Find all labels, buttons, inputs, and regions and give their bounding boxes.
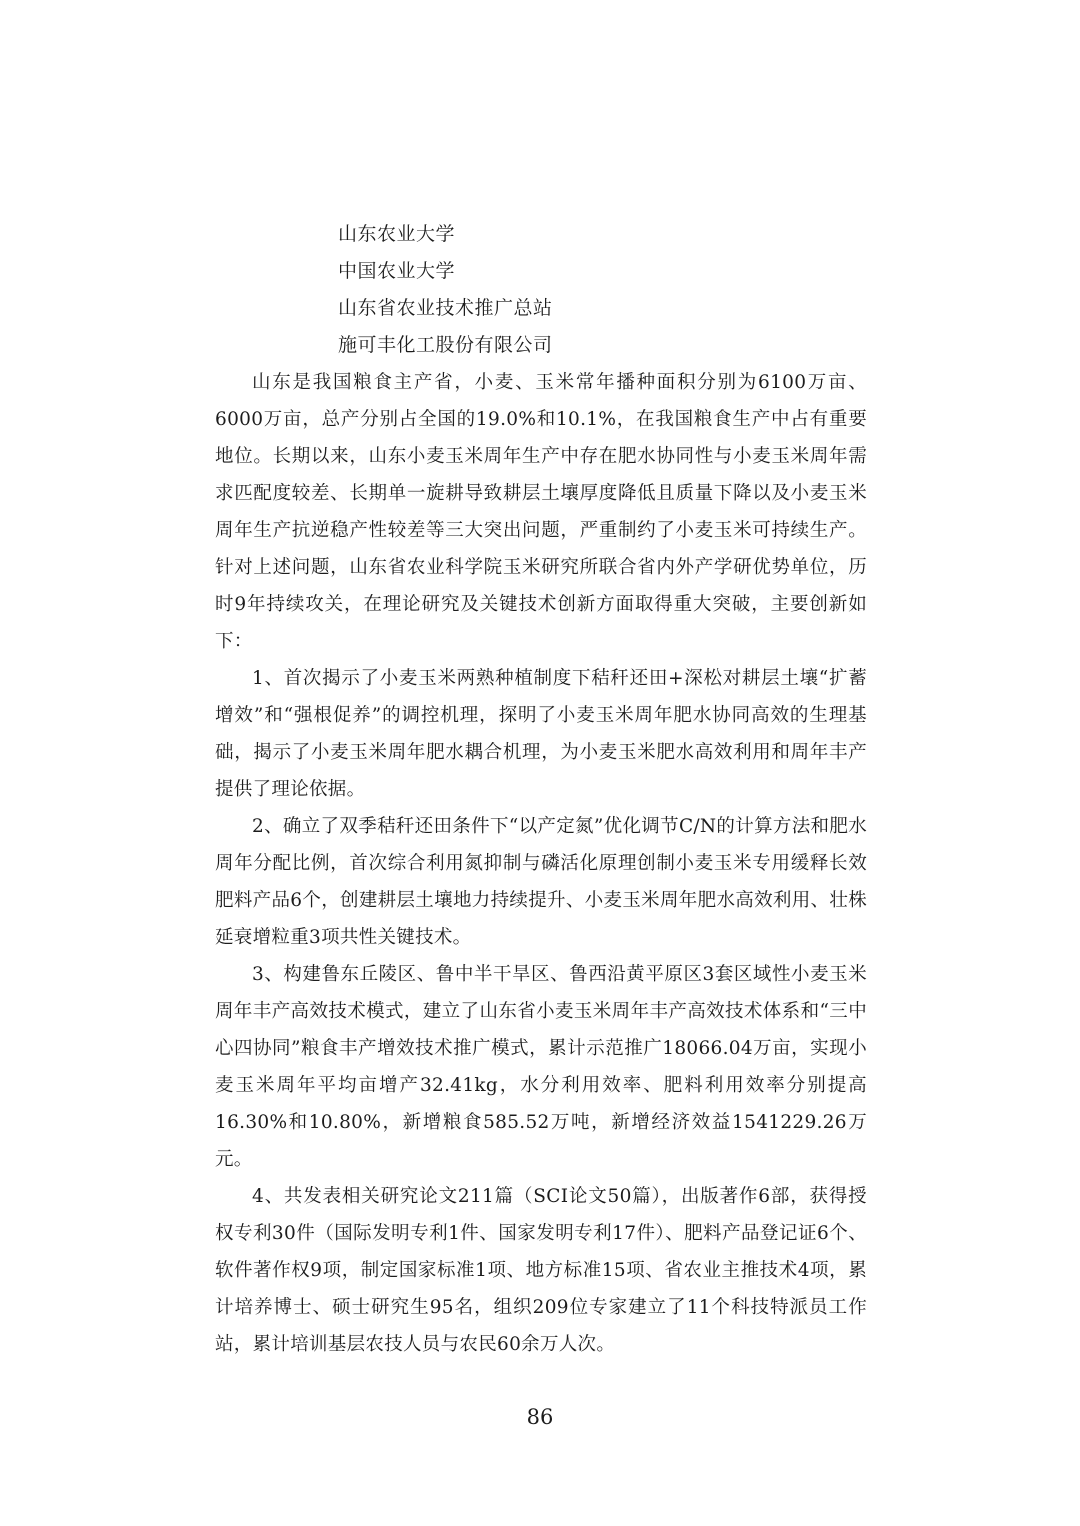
page-number: 86 — [526, 1405, 554, 1429]
institution-item: 山东农业大学 — [338, 223, 456, 245]
innovation-paragraph-2: 2、确立了双季秸秆还田条件下“以产定氮”优化调节C/N的计算方法和肥水周年分配比例，首次综合利用氮抑制与磷活化原理创制小麦玉米专用缓释长效肥料产品6个，创建耕层土壤地力持续提升、小麦玉米周年肥水高效利用、壮株延衰增粒重3项共性关键技术。 — [215, 816, 867, 948]
innovation-paragraph-3: 3、构建鲁东丘陵区、鲁中半干旱区、鲁西沿黄平原区3套区域性小麦玉米周年丰产高效技术模式，建立了山东省小麦玉米周年丰产高效技术体系和“三中心四协同”粮食丰产增效技术推广模式，累计示范推广18066.04万亩，实现小麦玉米周年平均亩增产32.41kg，水分利用效率、肥料利用效率分别提高16.30%和10.80%，新增粮食585.52万吨，新增经济效益1541229.26万元。 — [215, 964, 867, 1170]
institution-list — [338, 216, 898, 364]
innovation-paragraph-1: 1、首次揭示了小麦玉米两熟种植制度下秸秆还田+深松对耕层土壤“扩蓄增效”和“强根促养”的调控机理，探明了小麦玉米周年肥水协同高效的生理基础，揭示了小麦玉米周年肥水耦合机理，为小麦玉米肥水高效利用和周年丰产提供了理论依据。 — [215, 668, 867, 800]
innovation-paragraph-4: 4、共发表相关研究论文211篇（SCI论文50篇），出版著作6部，获得授权专利30件（国际发明专利1件、国家发明专利17件）、肥料产品登记证6个、软件著作权9项，制定国家标准1项、地方标准15项、省农业主推技术4项，累计培养博士、硕士研究生95名，组织209位专家建立了11个科技特派员工作站，累计培训基层农技人员与农民60余万人次。 — [215, 1186, 867, 1355]
institution-item: 中国农业大学 — [338, 260, 456, 282]
institution-item: 施可丰化工股份有限公司 — [338, 334, 553, 356]
intro-paragraph: 山东是我国粮食主产省，小麦、玉米常年播种面积分别为6100万亩、6000万亩，总产分别占全国的19.0%和10.1%，在我国粮食生产中占有重要地位。长期以来，山东小麦玉米周年生产中存在肥水协同性与小麦玉米周年需求匹配度较差、长期单一旋耕导致耕层土壤厚度降低且质量下降以及小麦玉米周年生产抗逆稳产性较差等三大突出问题，严重制约了小麦玉米可持续生产。针对上述问题，山东省农业科学院玉米研究所联合省内外产学研优势单位，历时9年持续攻关，在理论研究及关键技术创新方面取得重大突破，主要创新如下： — [215, 372, 867, 652]
institution-item: 山东省农业技术推广总站 — [338, 297, 553, 319]
body-text — [215, 364, 867, 1363]
